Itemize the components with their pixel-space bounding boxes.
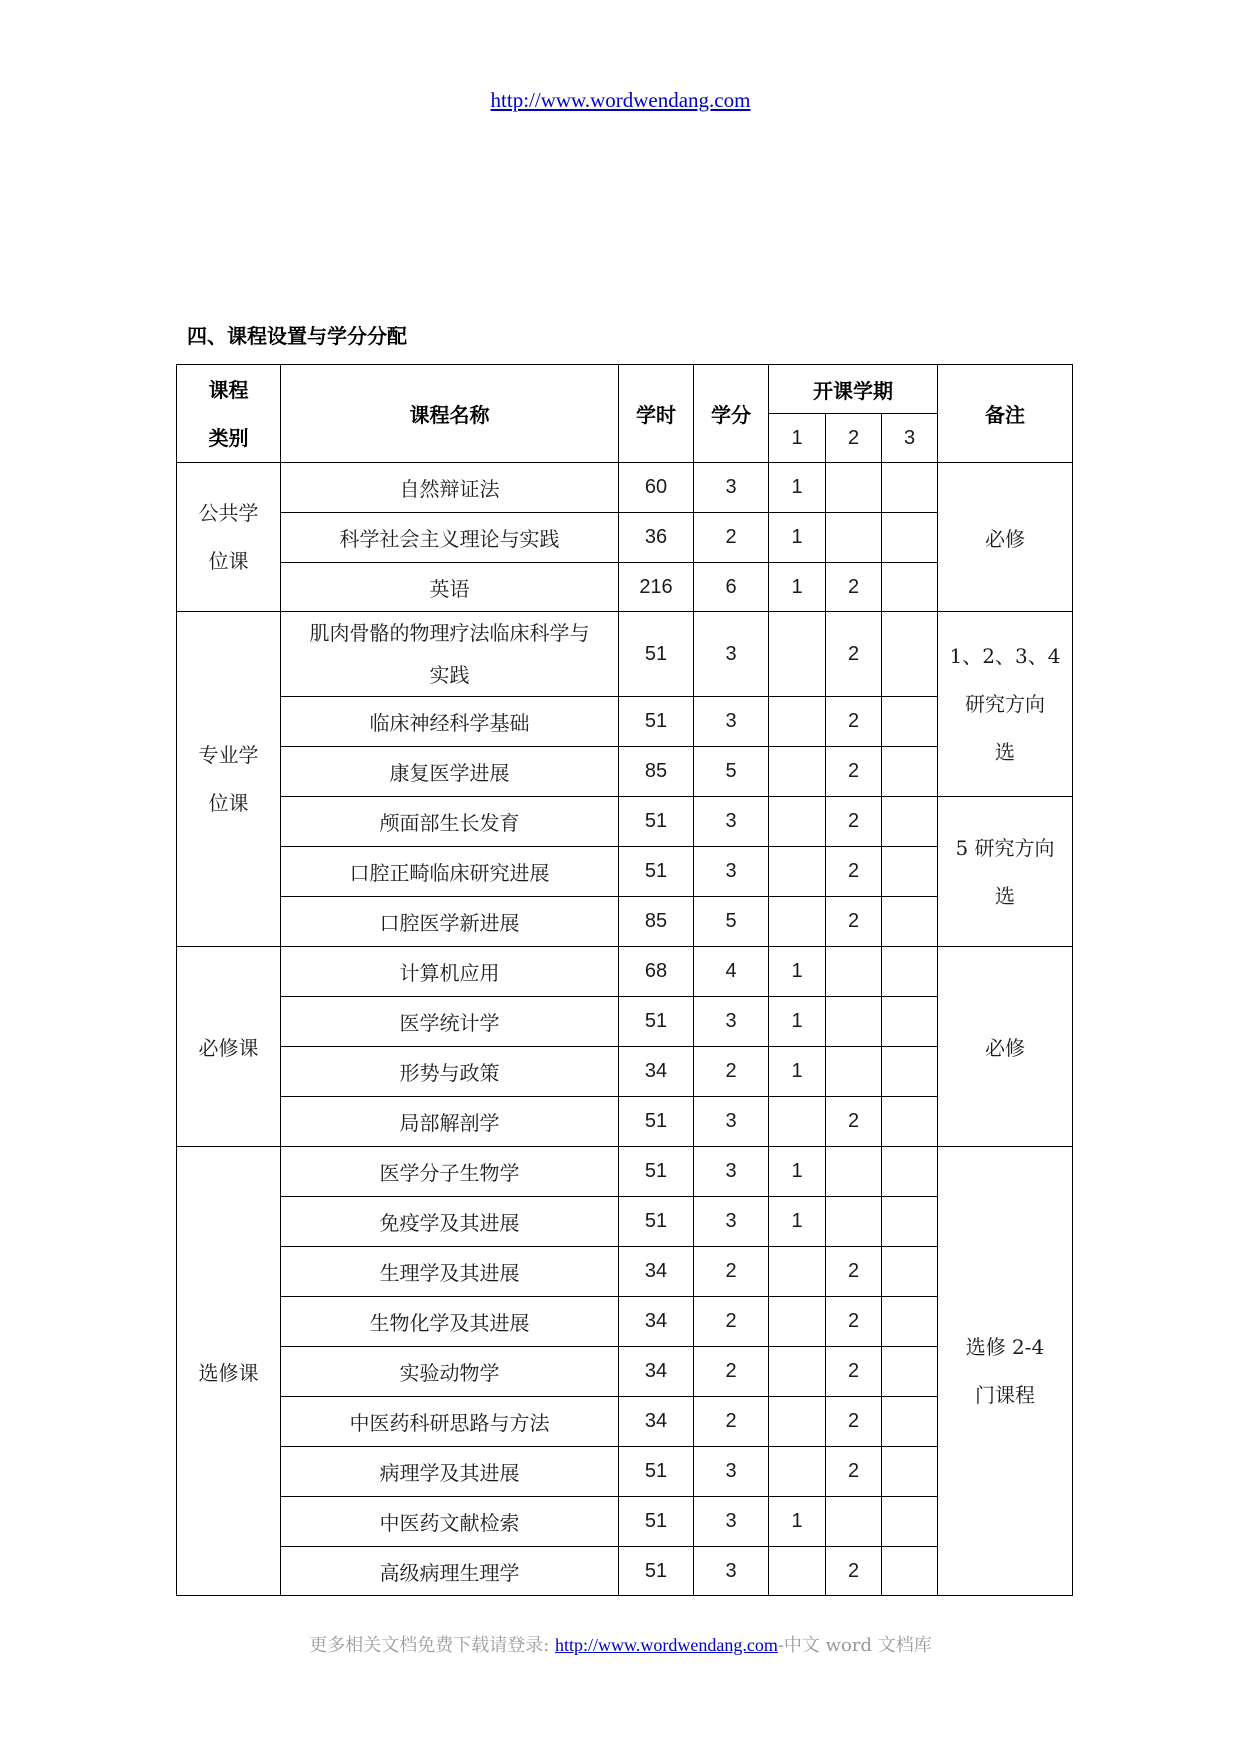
course-sem-3 — [882, 997, 938, 1047]
section-title: 四、课程设置与学分分配 — [187, 324, 407, 348]
course-sem-2: 2 — [826, 797, 882, 847]
table-row — [177, 1147, 1073, 1197]
course-credits: 2 — [694, 1297, 769, 1347]
course-sem-3 — [882, 1097, 938, 1147]
course-credits: 3 — [694, 847, 769, 897]
course-hours: 34 — [619, 1297, 694, 1347]
course-hours: 51 — [619, 1197, 694, 1247]
course-sem-3 — [882, 1497, 938, 1547]
course-name: 医学分子生物学 — [281, 1147, 619, 1197]
course-credits: 3 — [694, 997, 769, 1047]
course-sem-2: 2 — [826, 563, 882, 612]
course-hours: 51 — [619, 997, 694, 1047]
category-line1: 公共学 — [198, 501, 259, 525]
course-credits: 2 — [694, 1247, 769, 1297]
course-sem-1 — [769, 612, 826, 697]
course-name: 自然辩证法 — [281, 463, 619, 513]
remark-line2: 选 — [995, 883, 1015, 908]
course-credits: 2 — [694, 1047, 769, 1097]
course-credits: 3 — [694, 797, 769, 847]
header-sem-1: 1 — [769, 414, 826, 463]
course-sem-3 — [882, 1197, 938, 1247]
category-line2: 位课 — [208, 791, 249, 815]
course-hours: 34 — [619, 1347, 694, 1397]
course-name: 中医药文献检索 — [281, 1497, 619, 1547]
course-credits: 3 — [694, 1447, 769, 1497]
course-sem-1 — [769, 797, 826, 847]
course-name-line1: 肌肉骨骼的物理疗法临床科学与 — [309, 621, 590, 645]
course-hours: 51 — [619, 1447, 694, 1497]
remark-line2: 门课程 — [975, 1383, 1035, 1407]
course-sem-3 — [882, 1297, 938, 1347]
course-sem-2: 2 — [826, 1097, 882, 1147]
header-semester: 开课学期 — [769, 365, 938, 414]
course-sem-1 — [769, 1347, 826, 1397]
course-hours: 51 — [619, 847, 694, 897]
course-sem-2 — [826, 1147, 882, 1197]
course-hours: 51 — [619, 697, 694, 747]
course-credits: 3 — [694, 697, 769, 747]
course-sem-1: 1 — [769, 1147, 826, 1197]
course-sem-1: 1 — [769, 563, 826, 612]
header-category-line1: 课程 — [208, 377, 249, 402]
footer-prefix: 更多相关文档免费下载请登录: — [309, 1635, 556, 1656]
course-sem-2: 2 — [826, 612, 882, 697]
course-name: 医学统计学 — [281, 997, 619, 1047]
header-category — [177, 365, 281, 463]
table-row — [177, 797, 1073, 847]
remark-line1: 1、2、3、4 — [949, 644, 1061, 668]
category-line1: 专业学 — [198, 743, 259, 767]
category-cell — [177, 463, 281, 612]
remark-line1: 5 研究方向 — [955, 835, 1055, 860]
course-name: 中医药科研思路与方法 — [281, 1397, 619, 1447]
course-sem-1 — [769, 1297, 826, 1347]
course-sem-3 — [882, 1447, 938, 1497]
course-sem-1: 1 — [769, 463, 826, 513]
course-sem-2: 2 — [826, 697, 882, 747]
course-hours: 51 — [619, 1097, 694, 1147]
course-hours: 51 — [619, 1547, 694, 1596]
header-link[interactable]: http://www.wordwendang.com — [490, 88, 751, 112]
course-sem-3 — [882, 1347, 938, 1397]
header-course-name: 课程名称 — [281, 365, 619, 463]
course-sem-1 — [769, 847, 826, 897]
course-sem-1: 1 — [769, 947, 826, 997]
course-sem-2: 2 — [826, 1347, 882, 1397]
course-credits: 5 — [694, 747, 769, 797]
course-sem-3 — [882, 563, 938, 612]
course-hours: 51 — [619, 1497, 694, 1547]
course-credits: 6 — [694, 563, 769, 612]
course-sem-3 — [882, 1147, 938, 1197]
course-hours: 68 — [619, 947, 694, 997]
course-credits: 3 — [694, 1097, 769, 1147]
course-sem-3 — [882, 513, 938, 563]
course-name: 实验动物学 — [281, 1347, 619, 1397]
course-name: 局部解剖学 — [281, 1097, 619, 1147]
course-sem-3 — [882, 697, 938, 747]
course-hours: 216 — [619, 563, 694, 612]
table-header-row — [177, 365, 1073, 414]
course-sem-3 — [882, 797, 938, 847]
footer-suffix: -中文 word 文档库 — [777, 1635, 932, 1656]
course-hours: 36 — [619, 513, 694, 563]
course-sem-2: 2 — [826, 1547, 882, 1596]
table-row — [177, 947, 1073, 997]
course-sem-2: 2 — [826, 897, 882, 947]
course-sem-2: 2 — [826, 747, 882, 797]
footer-link[interactable]: http://www.wordwendang.com — [555, 1635, 778, 1655]
course-sem-1 — [769, 1097, 826, 1147]
course-sem-1 — [769, 1397, 826, 1447]
course-credits: 4 — [694, 947, 769, 997]
header-hours: 学时 — [619, 365, 694, 463]
course-name: 生物化学及其进展 — [281, 1297, 619, 1347]
course-sem-2 — [826, 947, 882, 997]
course-name: 临床神经科学基础 — [281, 697, 619, 747]
remark-cell — [938, 1147, 1073, 1596]
course-sem-1 — [769, 1447, 826, 1497]
course-table — [176, 364, 1073, 1596]
course-name: 康复医学进展 — [281, 747, 619, 797]
course-sem-3 — [882, 897, 938, 947]
course-sem-2 — [826, 1047, 882, 1097]
course-credits: 3 — [694, 1497, 769, 1547]
course-name — [281, 612, 619, 697]
course-name-line2: 实践 — [429, 663, 470, 687]
header-sem-3: 3 — [882, 414, 938, 463]
course-name: 英语 — [281, 563, 619, 612]
header-credits: 学分 — [694, 365, 769, 463]
course-sem-2: 2 — [826, 1397, 882, 1447]
course-sem-1: 1 — [769, 997, 826, 1047]
course-sem-2 — [826, 997, 882, 1047]
course-sem-3 — [882, 1397, 938, 1447]
course-sem-2 — [826, 1197, 882, 1247]
category-cell: 选修课 — [177, 1147, 281, 1596]
header-remark: 备注 — [938, 365, 1073, 463]
course-sem-1: 1 — [769, 513, 826, 563]
course-name: 颅面部生长发育 — [281, 797, 619, 847]
course-hours: 34 — [619, 1247, 694, 1297]
header-sem-2: 2 — [826, 414, 882, 463]
course-credits: 3 — [694, 1147, 769, 1197]
course-sem-2: 2 — [826, 1247, 882, 1297]
course-sem-1: 1 — [769, 1047, 826, 1097]
course-sem-3 — [882, 747, 938, 797]
course-hours: 60 — [619, 463, 694, 513]
remark-cell: 必修 — [938, 947, 1073, 1147]
course-name: 科学社会主义理论与实践 — [281, 513, 619, 563]
course-name: 病理学及其进展 — [281, 1447, 619, 1497]
course-sem-1: 1 — [769, 1197, 826, 1247]
category-cell: 必修课 — [177, 947, 281, 1147]
course-credits: 3 — [694, 1197, 769, 1247]
course-sem-3 — [882, 463, 938, 513]
course-sem-1 — [769, 1547, 826, 1596]
course-sem-3 — [882, 847, 938, 897]
remark-line1: 选修 2-4 — [965, 1335, 1045, 1359]
course-name: 免疫学及其进展 — [281, 1197, 619, 1247]
table-row — [177, 612, 1073, 697]
course-credits: 2 — [694, 1347, 769, 1397]
course-sem-3 — [882, 1047, 938, 1097]
course-credits: 2 — [694, 1397, 769, 1447]
course-sem-2: 2 — [826, 1297, 882, 1347]
course-sem-1 — [769, 1247, 826, 1297]
course-sem-1: 1 — [769, 1497, 826, 1547]
remark-line3: 选 — [995, 740, 1015, 764]
footer — [0, 1631, 1241, 1657]
category-cell — [177, 612, 281, 947]
remark-cell — [938, 612, 1073, 797]
course-credits: 5 — [694, 897, 769, 947]
course-name: 口腔医学新进展 — [281, 897, 619, 947]
course-hours: 34 — [619, 1047, 694, 1097]
table-row — [177, 463, 1073, 513]
course-name: 生理学及其进展 — [281, 1247, 619, 1297]
course-hours: 51 — [619, 1147, 694, 1197]
course-sem-3 — [882, 1247, 938, 1297]
course-sem-3 — [882, 947, 938, 997]
remark-line2: 研究方向 — [965, 692, 1045, 716]
course-hours: 85 — [619, 747, 694, 797]
course-hours: 51 — [619, 612, 694, 697]
course-sem-2: 2 — [826, 1447, 882, 1497]
course-hours: 85 — [619, 897, 694, 947]
header-category-line2: 类别 — [208, 425, 249, 450]
course-hours: 51 — [619, 797, 694, 847]
course-sem-1 — [769, 697, 826, 747]
course-sem-2 — [826, 463, 882, 513]
course-sem-1 — [769, 747, 826, 797]
course-credits: 3 — [694, 612, 769, 697]
course-sem-2: 2 — [826, 847, 882, 897]
course-sem-2 — [826, 513, 882, 563]
course-name: 形势与政策 — [281, 1047, 619, 1097]
course-sem-2 — [826, 1497, 882, 1547]
course-credits: 3 — [694, 463, 769, 513]
course-name: 高级病理生理学 — [281, 1547, 619, 1596]
category-line2: 位课 — [208, 549, 249, 573]
course-sem-1 — [769, 897, 826, 947]
remark-cell: 必修 — [938, 463, 1073, 612]
course-sem-3 — [882, 612, 938, 697]
course-credits: 3 — [694, 1547, 769, 1596]
course-sem-3 — [882, 1547, 938, 1596]
remark-cell — [938, 797, 1073, 947]
course-hours: 34 — [619, 1397, 694, 1447]
course-name: 计算机应用 — [281, 947, 619, 997]
course-credits: 2 — [694, 513, 769, 563]
course-name: 口腔正畸临床研究进展 — [281, 847, 619, 897]
